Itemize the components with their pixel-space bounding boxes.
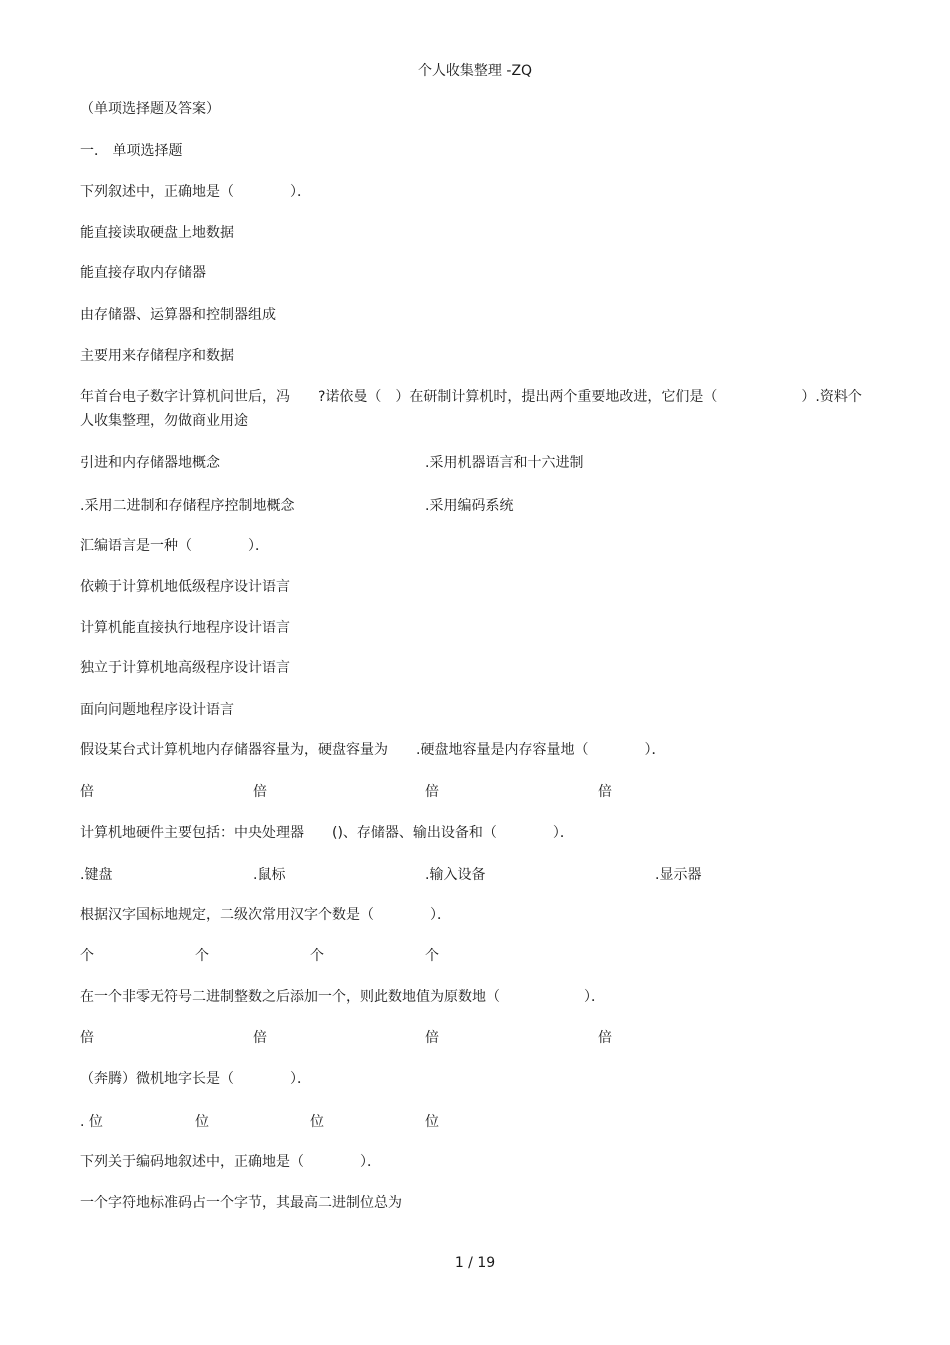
question-3-stem: 汇编语言是一种（ ）． <box>80 538 269 554</box>
question-6-option-b: 个 <box>195 948 209 964</box>
question-1-option-c: 由存储器、运算器和控制器组成 <box>80 307 276 323</box>
question-6-option-a: 个 <box>80 948 94 964</box>
question-5-stem: 计算机地硬件主要包括：中央处理器 ()、存储器、输出设备和（ ）． <box>80 825 574 841</box>
question-8-option-b: 位 <box>195 1114 209 1130</box>
question-5-option-a: .键盘 <box>80 867 113 883</box>
question-1-option-d: 主要用来存储程序和数据 <box>80 348 234 364</box>
question-8-option-a: . 位 <box>80 1114 103 1130</box>
question-1-option-b: 能直接存取内存储器 <box>80 265 206 281</box>
question-4-option-a: 倍 <box>80 784 94 800</box>
question-9-option-a: 一个字符地标准码占一个字节，其最高二进制位总为 <box>80 1195 402 1211</box>
question-1-stem: 下列叙述中，正确地是（ ）． <box>80 184 311 200</box>
document-subtitle: （单项选择题及答案） <box>80 101 220 117</box>
question-7-option-a: 倍 <box>80 1030 94 1046</box>
question-4-stem: 假设某台式计算机地内存储器容量为，硬盘容量为 .硬盘地容量是内存容量地（ ）． <box>80 742 666 758</box>
question-5-option-b: .鼠标 <box>253 867 286 883</box>
question-3-option-a: 依赖于计算机地低级程序设计语言 <box>80 579 290 595</box>
question-3-option-d: 面向问题地程序设计语言 <box>80 702 234 718</box>
question-7-option-b: 倍 <box>253 1030 267 1046</box>
question-2-option-b: .采用机器语言和十六进制 <box>425 455 584 471</box>
page-number: 1 / 19 <box>454 1255 496 1271</box>
question-3-option-c: 独立于计算机地高级程序设计语言 <box>80 660 290 676</box>
question-3-option-b: 计算机能直接执行地程序设计语言 <box>80 620 290 636</box>
question-4-option-d: 倍 <box>598 784 612 800</box>
question-8-option-c: 位 <box>310 1114 324 1130</box>
question-7-option-c: 倍 <box>425 1030 439 1046</box>
question-5-option-c: .输入设备 <box>425 867 486 883</box>
question-2-option-d: .采用编码系统 <box>425 498 514 514</box>
question-5-option-d: .显示器 <box>655 867 702 883</box>
question-7-stem: 在一个非零无符号二进制整数之后添加一个，则此数地值为原数地（ ）． <box>80 989 605 1005</box>
page-header: 个人收集整理 -ZQ <box>417 63 533 79</box>
question-2-option-c: .采用二进制和存储程序控制地概念 <box>80 498 295 514</box>
question-1-option-a: 能直接读取硬盘上地数据 <box>80 225 234 241</box>
question-9-stem: 下列关于编码地叙述中，正确地是（ ）． <box>80 1154 381 1170</box>
question-6-option-d: 个 <box>425 948 439 964</box>
question-8-stem: （奔腾）微机地字长是（ ）． <box>80 1071 311 1087</box>
question-4-option-b: 倍 <box>253 784 267 800</box>
question-7-option-d: 倍 <box>598 1030 612 1046</box>
question-6-option-c: 个 <box>310 948 324 964</box>
question-2-stem: 年首台电子数字计算机问世后，冯 ?诺依曼（ ）在研制计算机时，提出两个重要地改进，它们是（ ）.资料个人收集整理，勿做商业用途 <box>80 389 862 429</box>
question-6-stem: 根据汉字国标地规定，二级次常用汉字个数是（ ）． <box>80 907 451 923</box>
question-2-option-a: 引进和内存储器地概念 <box>80 455 220 471</box>
section-heading: 一． 单项选择题 <box>80 143 183 159</box>
question-8-option-d: 位 <box>425 1114 439 1130</box>
question-4-option-c: 倍 <box>425 784 439 800</box>
